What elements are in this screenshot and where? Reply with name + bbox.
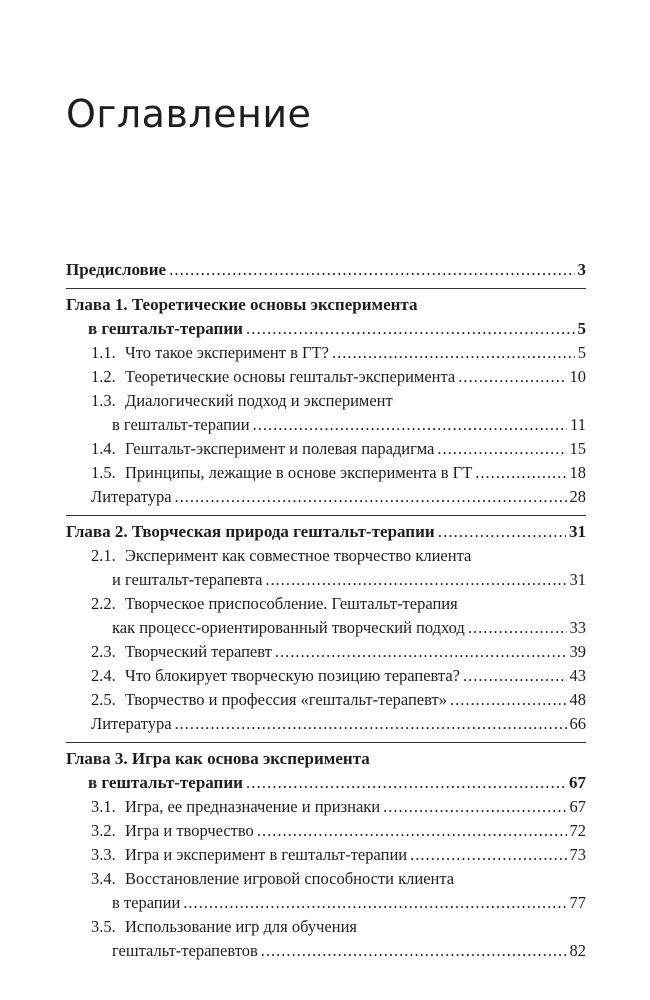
dot-leader [463,664,567,688]
toc-preface [66,254,586,288]
entry-label-cont: как процесс-ориентированный творческий подход [112,618,465,637]
dot-leader [458,365,566,389]
toc-chapter-1 [66,289,586,515]
chapter-title-cont[interactable] [66,317,586,341]
chapter-title[interactable] [66,293,586,317]
toc-entry-3-1[interactable] [66,795,586,819]
page-number: 77 [569,893,586,912]
entry-label: Творческий терапевт [125,642,272,661]
toc-entry-2-2-cont[interactable] [66,616,586,640]
dot-leader [246,771,566,795]
toc-entry-2-2[interactable] [66,592,586,616]
toc-entry-3-3[interactable] [66,843,586,867]
toc-entry-2-4[interactable] [66,664,586,688]
section-number: 2.1. [91,546,116,565]
section-number: 1.3. [91,391,116,410]
chapter-title-line1: Глава 1. Теоретические основы эксперимента [66,295,418,314]
page-number: 73 [569,845,586,864]
chapter-title-line2: в гештальт-терапии [88,773,243,792]
toc-entry-2-5[interactable] [66,688,586,712]
toc-entry-1-3-cont[interactable] [66,413,586,437]
toc-entry-literature-1[interactable] [66,485,586,509]
page-number: 72 [569,821,586,840]
toc-entry-1-4[interactable] [66,437,586,461]
entry-label: Что такое эксперимент в ГТ? [125,343,329,362]
dot-leader [175,712,567,736]
entry-label: Литература [91,714,172,733]
section-number: 1.1. [91,343,116,362]
section-number: 3.3. [91,845,116,864]
entry-label: Эксперимент как совместное творчество клиента [125,546,472,565]
page-number: 28 [569,487,586,506]
table-of-contents [66,254,586,969]
toc-entry-1-2[interactable] [66,365,586,389]
dot-leader [265,568,566,592]
chapter-title[interactable] [66,747,586,771]
page-number: 43 [569,666,586,685]
page-number: 31 [569,522,586,541]
section-number: 2.2. [91,594,116,613]
dot-leader [175,485,567,509]
entry-label: Творческое приспособление. Гештальт-терапия [125,594,458,613]
page-number: 31 [569,570,586,589]
entry-label-cont: в терапии [112,893,181,912]
chapter-title-line2: в гештальт-терапии [88,319,243,338]
toc-entry-2-1-cont[interactable] [66,568,586,592]
toc-entry-3-5[interactable] [66,915,586,939]
chapter-title[interactable] [66,520,586,544]
entry-label: Гештальт-эксперимент и полевая парадигма [125,439,435,458]
toc-entry-preface[interactable] [66,258,586,282]
page-number: 67 [569,773,586,792]
entry-label: Игра, ее предназначение и признаки [125,797,381,816]
entry-label: Использование игр для обучения [125,917,357,936]
toc-entry-3-4[interactable] [66,867,586,891]
toc-entry-3-4-cont[interactable] [66,891,586,915]
dot-leader [332,341,575,365]
page-number: 10 [569,367,586,386]
section-number: 1.2. [91,367,116,386]
dot-leader [183,891,566,915]
entry-label: Игра и творчество [125,821,254,840]
dot-leader [169,258,574,282]
entry-label: Творчество и профессия «гештальт-терапевт» [125,690,447,709]
dot-leader [275,640,567,664]
section-number: 3.2. [91,821,116,840]
toc-entry-3-5-cont[interactable] [66,939,586,963]
entry-label: Что блокирует творческую позицию терапевта? [125,666,460,685]
section-number: 2.3. [91,642,116,661]
page-number: 82 [569,941,586,960]
dot-leader [253,413,568,437]
page-number: 33 [569,618,586,637]
toc-entry-2-1[interactable] [66,544,586,568]
entry-label: Принципы, лежащие в основе эксперимента в ГТ [125,463,473,482]
section-number: 2.4. [91,666,116,685]
section-number: 1.5. [91,463,116,482]
page-number: 3 [577,260,586,279]
entry-label-cont: гештальт-терапевтов [112,941,258,960]
dot-leader [438,520,566,544]
section-number: 3.4. [91,869,116,888]
page-number: 48 [569,690,586,709]
entry-label: Восстановление игровой способности клиента [125,869,455,888]
dot-leader [257,819,567,843]
toc-entry-1-3[interactable] [66,389,586,413]
dot-leader [246,317,575,341]
dot-leader [410,843,566,867]
dot-leader [468,616,567,640]
dot-leader [475,461,566,485]
page-number: 67 [569,797,586,816]
page-number: 5 [577,343,586,362]
page-number: 18 [569,463,586,482]
dot-leader [450,688,567,712]
chapter-title-cont[interactable] [66,771,586,795]
page-title: Оглавление [66,92,312,136]
dot-leader [383,795,566,819]
section-number: 3.5. [91,917,116,936]
entry-label: Теоретические основы гештальт-эксперимента [125,367,456,386]
section-number: 1.4. [91,439,116,458]
toc-chapter-2 [66,516,586,742]
toc-entry-3-2[interactable] [66,819,586,843]
page-number: 39 [569,642,586,661]
dot-leader [437,437,566,461]
entry-label: Диалогический подход и эксперимент [125,391,393,410]
entry-label: Предисловие [66,260,167,279]
toc-entry-literature-2[interactable] [66,712,586,736]
section-number: 3.1. [91,797,116,816]
entry-label-cont: в гештальт-терапии [112,415,250,434]
toc-entry-1-5[interactable] [66,461,586,485]
toc-entry-2-3[interactable] [66,640,586,664]
toc-chapter-3 [66,743,586,969]
toc-entry-1-1[interactable] [66,341,586,365]
page-number: 15 [569,439,586,458]
entry-label-cont: и гештальт-терапевта [112,570,263,589]
entry-label: Игра и эксперимент в гештальт-терапии [125,845,408,864]
entry-label: Литература [91,487,172,506]
chapter-title-line1: Глава 3. Игра как основа эксперимента [66,749,370,768]
section-number: 2.5. [91,690,116,709]
page-number: 66 [569,714,586,733]
chapter-title-line1: Глава 2. Творческая природа гештальт-терапии [66,522,435,541]
page-number: 11 [570,415,586,434]
page-number: 5 [577,319,586,338]
dot-leader [261,939,567,963]
